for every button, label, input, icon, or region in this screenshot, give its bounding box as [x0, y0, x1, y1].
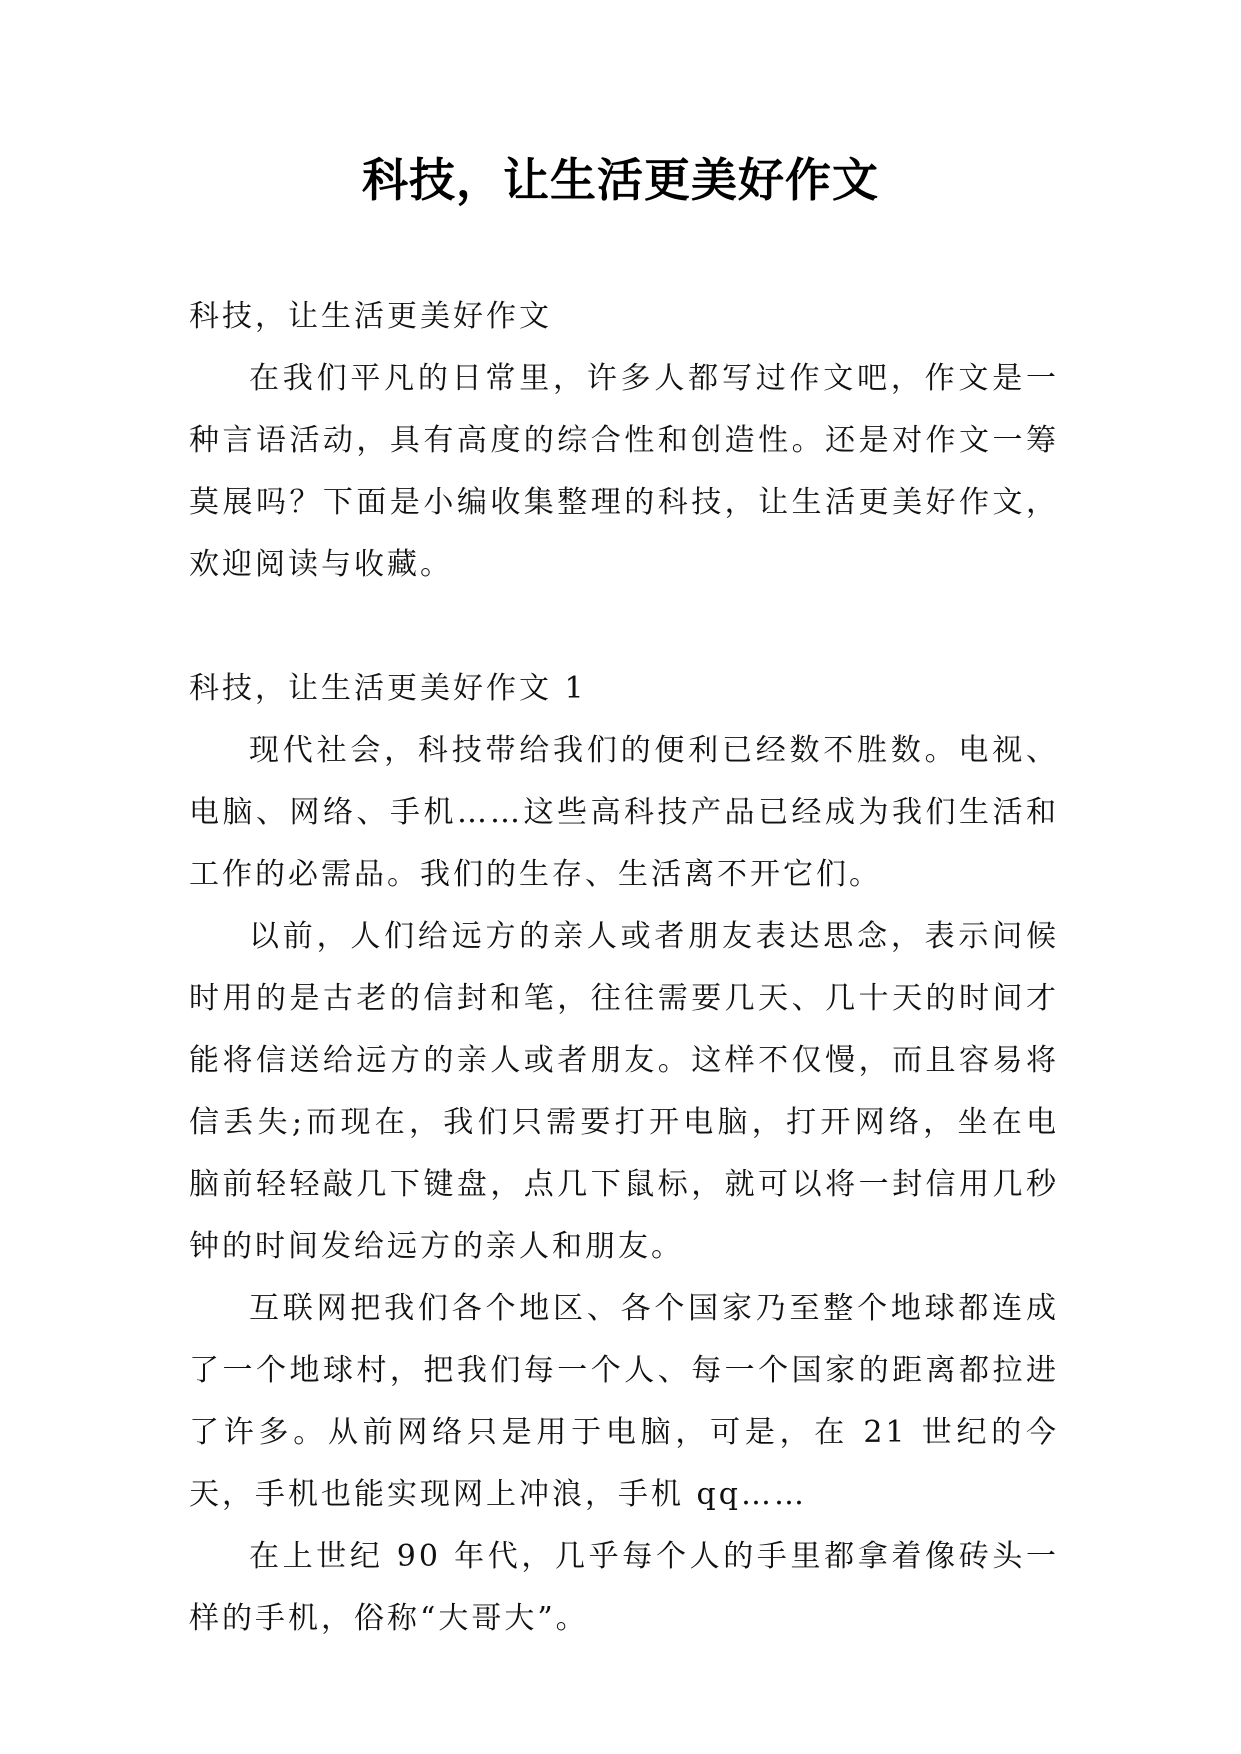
- body-paragraph: 以前，人们给远方的亲人或者朋友表达思念，表示问候时用的是古老的信封和笔，往往需要几天、几十天的时间才能将信送给远方的亲人或者朋友。这样不仅慢，而且容易将信丢失;而现在，我们只需要打开电脑，打开网络，坐在电脑前轻轻敲几下键盘，点几下鼠标，就可以将一封信用几秒钟的时间发给远方的亲人和朋友。: [189, 919, 1059, 1264]
- section-heading: 科技，让生活更美好作文 1: [189, 671, 587, 706]
- body-paragraph: 互联网把我们各个地区、各个国家乃至整个地球都连成了一个地球村，把我们每一个人、每一个国家的距离都拉进了许多。从前网络只是用于电脑，可是，在 21 世纪的今天，手机也能实现网上冲浪，手机 qq……: [189, 1291, 1059, 1512]
- paragraph-spacer: [189, 596, 1059, 658]
- document-title: 科技，让生活更美好作文: [362, 153, 879, 207]
- body-paragraph: 现代社会，科技带给我们的便利已经数不胜数。电视、电脑、网络、手机……这些高科技产品已经成为我们生活和工作的必需品。我们的生存、生活离不开它们。: [189, 733, 1059, 892]
- body-paragraph: 在上世纪 90 年代，几乎每个人的手里都拿着像砖头一样的手机，俗称“大哥大”。: [189, 1539, 1059, 1636]
- intro-paragraph: 在我们平凡的日常里，许多人都写过作文吧，作文是一种言语活动，具有高度的综合性和创造性。还是对作文一筹莫展吗？下面是小编收集整理的科技，让生活更美好作文，欢迎阅读与收藏。: [189, 361, 1059, 582]
- document-body: [189, 286, 1059, 1650]
- subtitle-line: 科技，让生活更美好作文: [189, 299, 552, 334]
